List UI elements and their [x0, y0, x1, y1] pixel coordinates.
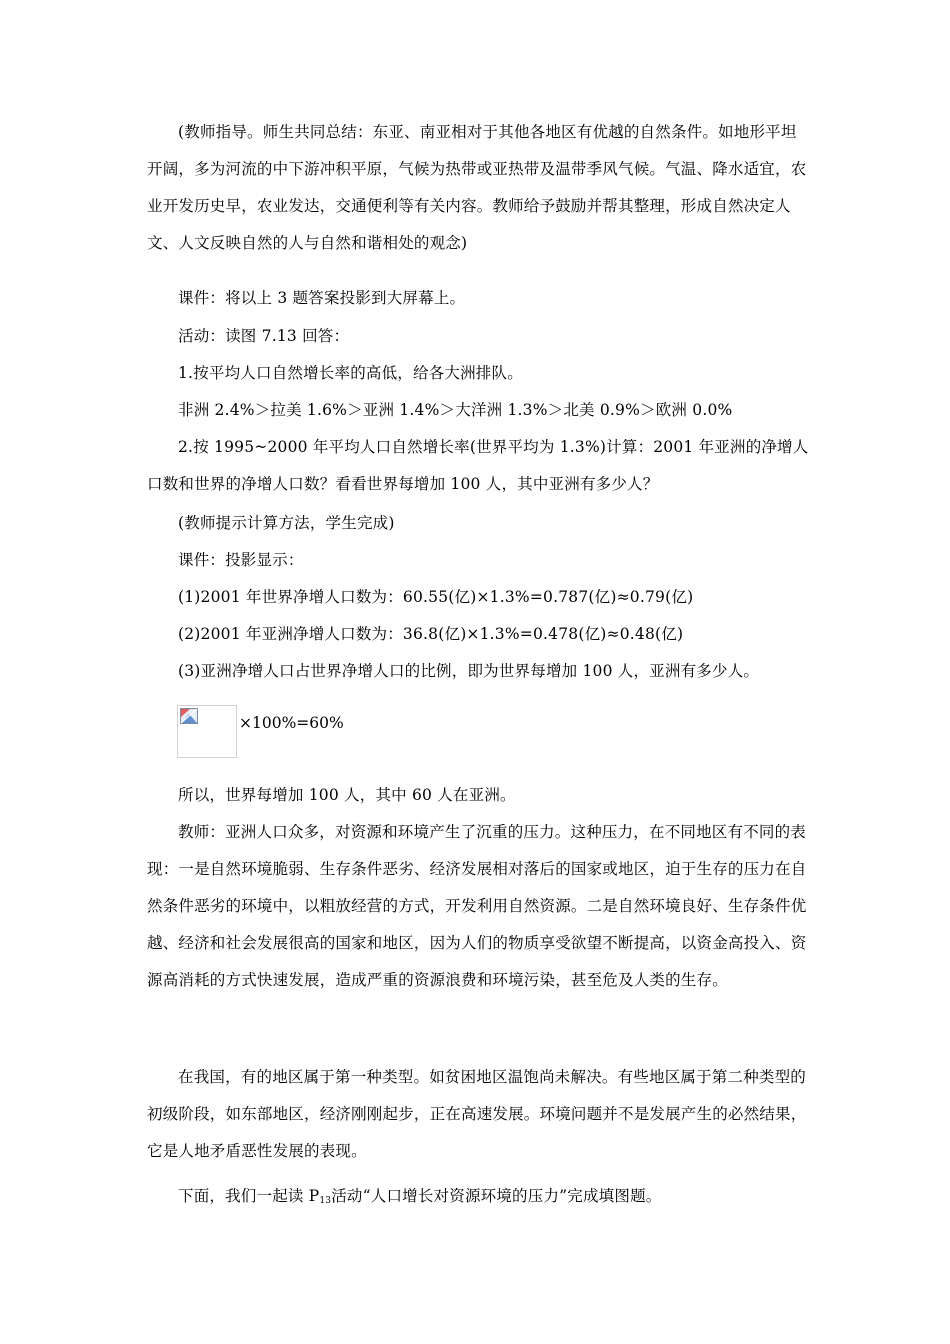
- paragraph-answer-1: 非洲 2.4%＞拉美 1.6%＞亚洲 1.4%＞大洋洲 1.3%＞北美 0.9%＞欧洲 0.0%: [178, 401, 733, 419]
- formula-result: ×100%=60%: [239, 714, 344, 732]
- paragraph-calc-asia: (2)2001 年亚洲净增人口数为：36.8(亿)×1.3%=0.478(亿)≈0.48(亿): [178, 625, 684, 643]
- paragraph-teacher-hint: (教师提示计算方法，学生完成): [178, 514, 395, 532]
- paragraph-question-1: 1.按平均人口自然增长率的高低，给各大洲排队。: [178, 364, 523, 382]
- paragraph-calc-world: (1)2001 年世界净增人口数为：60.55(亿)×1.3%=0.787(亿)≈0.79(亿): [178, 588, 694, 606]
- next-activity-text-start: 下面，我们一起读 P: [178, 1187, 320, 1205]
- paragraph-courseware-projection: 课件：将以上 3 题答案投影到大屏幕上。: [178, 289, 466, 307]
- paragraph-teacher-pressure: 教师：亚洲人口众多，对资源和环境产生了沉重的压力。这种压力，在不同地区有不同的表现：一是自然环境脆弱、生存条件恶劣、经济发展相对落后的国家或地区，迫于生存的压力在自然条件恶劣的环境中，以粗放经营的方式，开发利用自然资源。二是自然环境良好、生存条件优越、经济和社会发展很高的国家和地区，因为人们的物质享受欲望不断提高，以资金高投入、资源高消耗的方式快速发展，造成严重的资源浪费和环境污染，甚至危及人类的生存。: [147, 823, 807, 989]
- formula-image-placeholder: [177, 705, 237, 758]
- paragraph-teacher-guidance: (教师指导。师生共同总结：东亚、南亚相对于其他各地区有优越的自然条件。如地形平坦开阔，多为河流的中下游冲积平原，气候为热带或亚热带及温带季风气候。气温、降水适宜，农业开发历史早，农业发达，交通便利等有关内容。教师给予鼓励并帮其整理，形成自然决定人文、人文反映自然的人与自然和谐相处的观念): [147, 123, 807, 252]
- paragraph-activity-heading: 活动：读图 7.13 回答：: [178, 327, 350, 345]
- page-number-subscript: 13: [319, 1196, 332, 1206]
- paragraph-courseware-display: 课件：投影显示：: [178, 551, 304, 569]
- paragraph-next-activity: [147, 1178, 812, 1215]
- broken-image-icon: [180, 708, 198, 724]
- paragraph-conclusion: 所以，世界每增加 100 人，其中 60 人在亚洲。: [178, 786, 516, 804]
- paragraph-calc-ratio: (3)亚洲净增人口占世界净增人口的比例，即为世界每增加 100 人，亚洲有多少人。: [178, 662, 760, 680]
- next-activity-text-end: 活动“人口增长对资源环境的压力”完成填图题。: [331, 1187, 662, 1205]
- paragraph-question-2: 2.按 1995~2000 年平均人口自然增长率(世界平均为 1.3%)计算：2001 年亚洲的净增人口数和世界的净增人口数？看看世界每增加 100 人，其中亚洲有多少人？: [147, 438, 809, 493]
- paragraph-china-types: 在我国，有的地区属于第一种类型。如贫困地区温饱尚未解决。有些地区属于第二种类型的初级阶段，如东部地区，经济刚刚起步，正在高速发展。环境问题并不是发展产生的必然结果，它是人地矛盾恶性发展的表现。: [147, 1068, 807, 1160]
